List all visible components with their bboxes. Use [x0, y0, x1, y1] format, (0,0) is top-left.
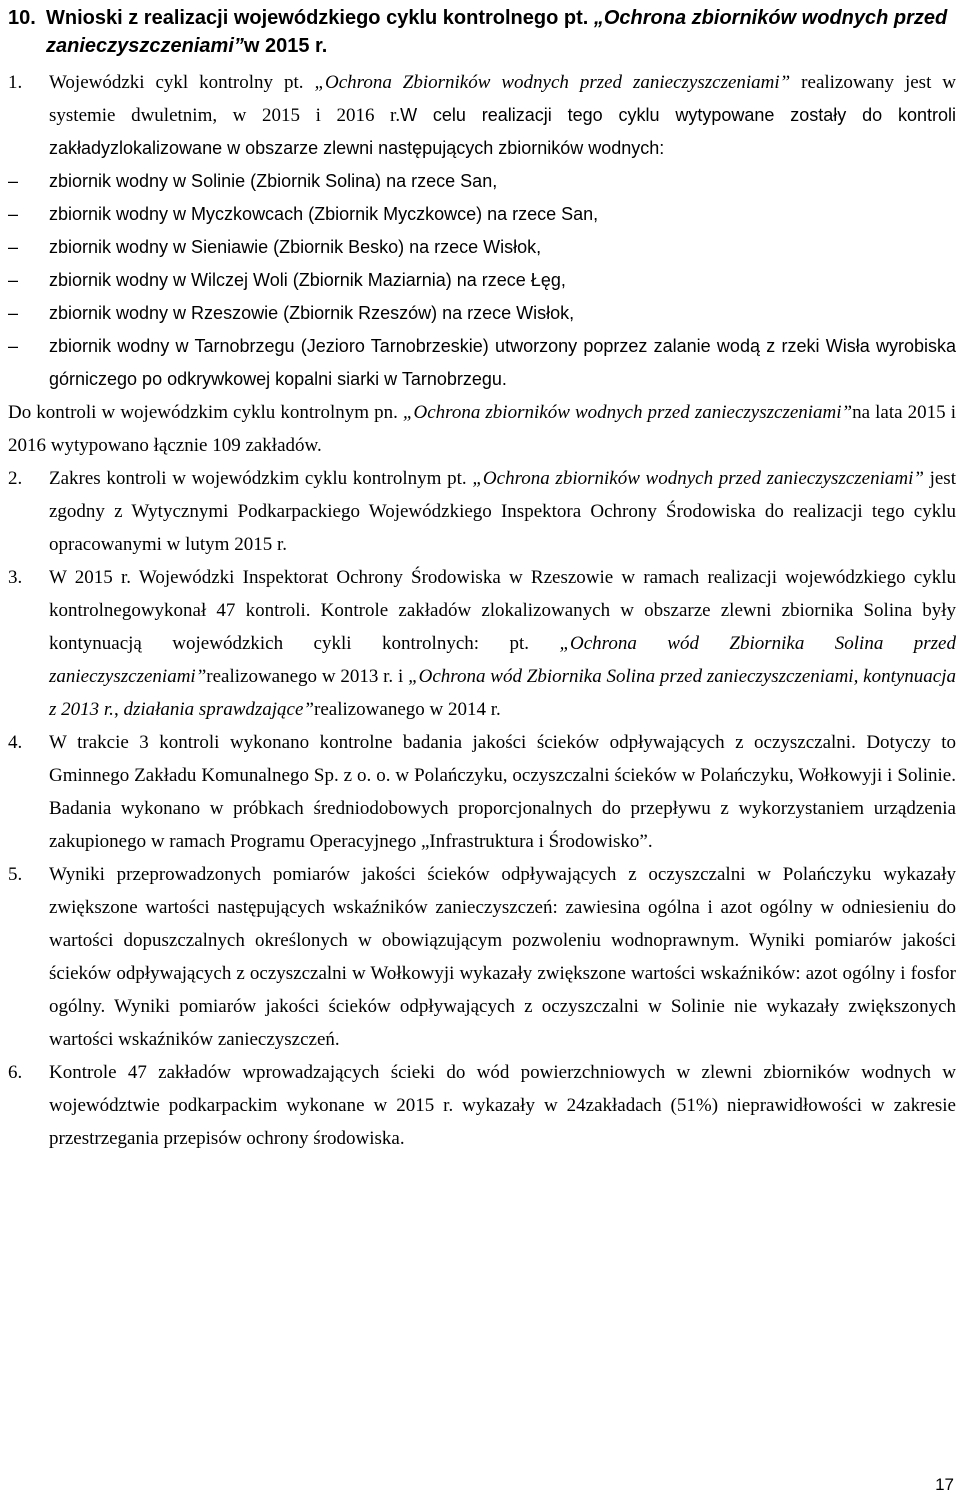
paragraph-number: 2. — [8, 468, 23, 489]
summary-italic: „Ochrona zbiorników wodnych przed zanieczyszczeniami” — [402, 402, 853, 423]
section-heading — [8, 4, 956, 60]
paragraph-3 — [8, 561, 956, 726]
dash-bullet: – — [8, 204, 19, 224]
document-page — [8, 0, 956, 1155]
paragraph-3-text-4: realizowanego w 2014 r. — [314, 699, 501, 720]
summary-paragraph — [8, 396, 956, 462]
dash-bullet: – — [8, 270, 19, 290]
page-number: 17 — [935, 1475, 954, 1494]
list-item — [8, 264, 956, 297]
paragraph-3-italic-2: „Ochrona wód Zbiornika Solina przed zanieczyszczeniami, kontynuacja z 2013 r. — [49, 666, 956, 720]
paragraph-number: 3. — [8, 567, 23, 588]
paragraph-number: 5. — [8, 864, 23, 885]
paragraph-number: 6. — [8, 1062, 23, 1083]
dash-bullet: – — [8, 171, 19, 191]
list-item-text: zbiornik wodny w Solinie (Zbiornik Solina) na rzece San, — [49, 171, 498, 191]
paragraph-3-text-3: , — [113, 699, 124, 720]
paragraph-number: 1. — [8, 72, 23, 93]
paragraph-2-text-cont: jest zgodny z Wytycznymi Podkarpackiego Wojewódzkiego Inspektora Ochrony Środowiska do realizacji tego cyklu opracowanymi w lutym 2015 r. — [49, 468, 956, 555]
heading-year: w 2015 r. — [243, 35, 328, 57]
paragraph-2-text: Zakres kontroli w wojewódzkim cyklu kontrolnym pt. — [49, 468, 473, 489]
paragraph-1-text-sans: W celu realizacji tego cyklu wytypowane zostały do kontroli zakładyzlokalizowane w obszarze zlewni następujących zbiorników wodnych: — [49, 105, 956, 158]
paragraph-2-italic: „Ochrona zbiorników wodnych przed zanieczyszczeniami” — [472, 468, 924, 489]
summary-text-cont: na lata 2015 i 2016 wytypowano łącznie 109 zakładów. — [8, 402, 956, 456]
paragraph-5-text: Wyniki przeprowadzonych pomiarów jakości ścieków odpływających z oczyszczalni w Polańczyku wykazały zwiększone wartości następujących wskaźników zanieczyszczeń: zawiesina ogólna i azot ogólny w odniesieniu do wartości dopuszczalnych określonych w obowiązującym pozwoleniu wodnoprawnym. Wyniki pomiarów jakości ścieków odpływających z oczyszczalni w Wołkowyji wykazały zwiększone wartości wskaźników: azot ogólny i fosfor ogólny. Wyniki pomiarów jakości ścieków odpływających z oczyszczalni w Solinie nie wykazały zwiększonych wartości wskaźników zanieczyszczeń. — [49, 864, 956, 1050]
dash-bullet: – — [8, 336, 19, 356]
paragraph-3-italic-3: działania sprawdzające” — [123, 699, 314, 720]
paragraph-1-text: Wojewódzki cykl kontrolny pt. — [49, 72, 315, 93]
paragraph-1 — [8, 66, 956, 165]
heading-italic-title: „Ochrona zbiorników wodnych przed zanieczyszczeniami” — [46, 7, 948, 57]
summary-text: Do kontroli w wojewódzkim cyklu kontrolnym pn. — [8, 402, 403, 423]
paragraph-5 — [8, 858, 956, 1056]
paragraph-6-text: Kontrole 47 zakładów wprowadzających ścieki do wód powierzchniowych w zlewni zbiorników wodnych w województwie podkarpackim wykonane w 2015 r. wykazały w 24zakładach (51%) nieprawidłowości w zakresie przestrzegania przepisów ochrony środowiska. — [49, 1062, 956, 1149]
paragraph-1-italic: „Ochrona Zbiorników wodnych przed zanieczyszczeniami” — [314, 72, 791, 93]
list-item — [8, 198, 956, 231]
reservoir-list — [8, 165, 956, 396]
paragraph-1-text-cont: realizowany jest w systemie dwuletnim, w 2015 i 2016 r. — [49, 72, 957, 126]
paragraph-4-text: W trakcie 3 kontroli wykonano kontrolne badania jakości ścieków odpływających z oczyszczalni. Dotyczy to Gminnego Zakładu Komunalnego Sp. z o. o. w Polańczyku, oczyszczalni ścieków w Polańczyku, Wołkowyji i Solinie. Badania wykonano w próbkach średniodobowych proporcjonalnych do przepływu z wykorzystaniem urządzenia zakupionego w ramach Programu Operacyjnego „Infrastruktura i Środowisko”. — [49, 732, 956, 852]
list-item-text: zbiornik wodny w Sieniawie (Zbiornik Besko) na rzece Wisłok, — [49, 237, 542, 257]
paragraph-2 — [8, 462, 956, 561]
paragraph-number: 4. — [8, 732, 23, 753]
list-item — [8, 330, 956, 396]
list-item — [8, 297, 956, 330]
heading-text: Wnioski z realizacji wojewódzkiego cyklu kontrolnego pt. — [46, 7, 594, 29]
list-item-text: zbiornik wodny w Myczkowcach (Zbiornik Myczkowce) na rzece San, — [49, 204, 599, 224]
dash-bullet: – — [8, 237, 19, 257]
paragraph-4 — [8, 726, 956, 858]
dash-bullet: – — [8, 303, 19, 323]
paragraph-3-text-2: realizowanego w 2013 r. i — [206, 666, 409, 687]
paragraph-3-italic-1: „Ochrona wód Zbiornika Solina przed zanieczyszczeniami” — [49, 633, 956, 687]
list-item — [8, 165, 956, 198]
list-item-text: zbiornik wodny w Rzeszowie (Zbiornik Rzeszów) na rzece Wisłok, — [49, 303, 575, 323]
list-item-text: zbiornik wodny w Wilczej Woli (Zbiornik Maziarnia) na rzece Łęg, — [49, 270, 566, 290]
paragraph-6 — [8, 1056, 956, 1155]
section-number: 10. — [8, 7, 36, 29]
list-item-text: zbiornik wodny w Tarnobrzegu (Jezioro Tarnobrzeskie) utworzony poprzez zalanie wodą z rzeki Wisła wyrobiska górniczego po odkrywkowej kopalni siarki w Tarnobrzegu. — [49, 336, 956, 389]
list-item — [8, 231, 956, 264]
paragraph-3-text: W 2015 r. Wojewódzki Inspektorat Ochrony Środowiska w Rzeszowie w ramach realizacji wojewódzkiego cyklu kontrolnegowykonał 47 kontroli. Kontrole zakładów zlokalizowanych w obszarze zlewni zbiornika Solina były kontynuacją wojewódzkich cykli kontrolnych: pt. — [49, 567, 956, 654]
